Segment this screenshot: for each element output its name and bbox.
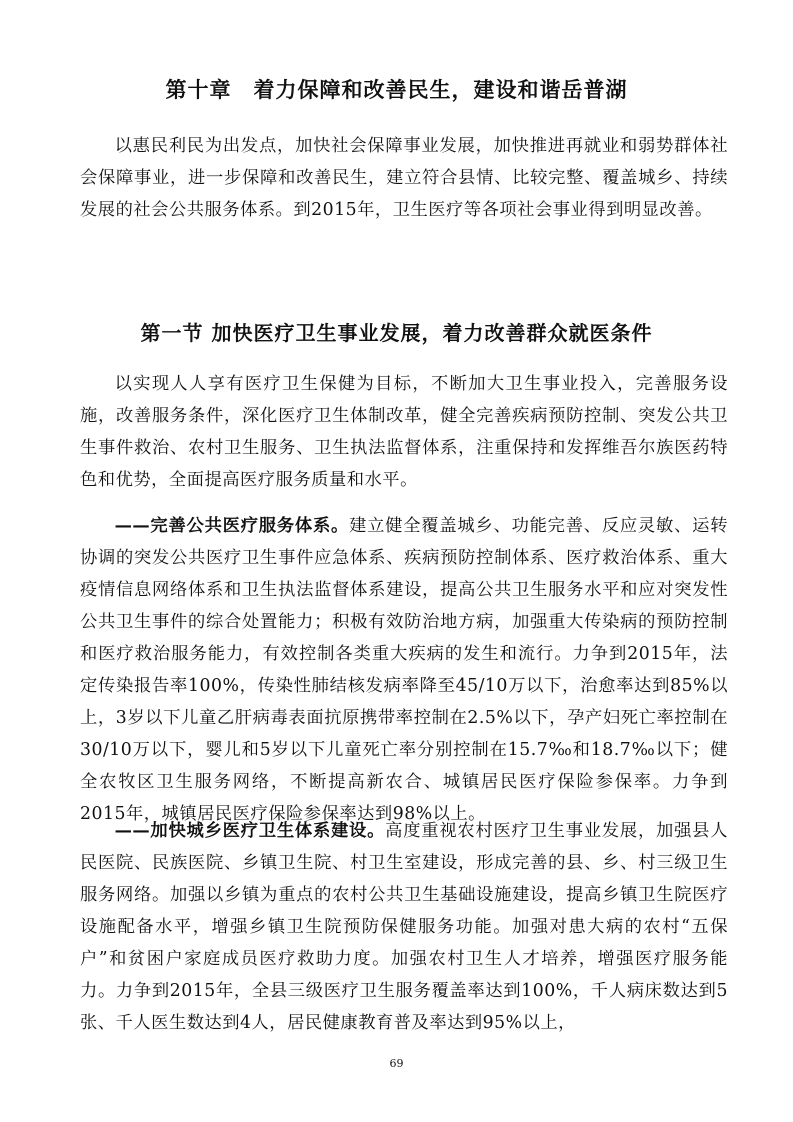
item-paragraph-urban-rural — [80, 815, 728, 1039]
chapter-intro-paragraph: 以惠民利民为出发点，加快社会保障事业发展，加快推进再就业和弱势群体社会保障事业，进一步保障和改善民生，建立符合县情、比较完整、覆盖城乡、持续发展的社会公共服务体系。到2015年，卫生医疗等各项社会事业得到明显改善。 — [80, 136, 728, 220]
item-paragraph-public-health — [80, 510, 728, 830]
chapter-title: 第十章 着力保障和改善民生，建设和谐岳普湖 — [165, 78, 628, 102]
section-intro-paragraph: 以实现人人享有医疗卫生保健为目标，不断加大卫生事业投入，完善服务设施，改善服务条件，深化医疗卫生体制改革，健全完善疾病预防控制、突发公共卫生事件救治、农村卫生服务、卫生执法监督体系，注重保持和发挥维吾尔族医药特色和优势，全面提高医疗服务质量和水平。 — [80, 374, 728, 490]
item-lead-public-health: ——完善公共医疗服务体系。 — [114, 516, 350, 536]
section-title: 第一节 加快医疗卫生事业发展，着力改善群众就医条件 — [140, 321, 653, 345]
page-number: 69 — [389, 1057, 404, 1070]
item-text-urban-rural: 高度重视农村医疗卫生事业发展，加强县人民医院、民族医院、乡镇卫生院、村卫生室建设，形成完善的县、乡、村三级卫生服务网络。加强以乡镇为重点的农村公共卫生基础设施建设，提高乡镇卫生院医疗设施配备水平，增强乡镇卫生院预防保健服务功能。加强对患大病的农村“五保户”和贫困户家庭成员医疗救助力度。加强农村卫生人才培养，增强医疗服务能力。力争到2015年，全县三级医疗卫生服务覆盖率达到100%，千人病床数达到5张、千人医生数达到4人，居民健康教育普及率达到95%以上， — [80, 821, 728, 1033]
item-lead-urban-rural: ——加快城乡医疗卫生体系建设。 — [114, 821, 386, 841]
item-text-public-health: 建立健全覆盖城乡、功能完善、反应灵敏、运转协调的突发公共医疗卫生事件应急体系、疾病预防控制体系、医疗救治体系、重大疫情信息网络体系和卫生执法监督体系建设，提高公共卫生服务水平和应对突发性公共卫生事件的综合处置能力；积极有效防治地方病，加强重大传染病的预防控制和医疗救治服务能力，有效控制各类重大疾病的发生和流行。力争到2015年，法定传染报告率100%，传染性肺结核发病率降至45/10万以下，治愈率达到85%以上，3岁以下儿童乙肝病毒表面抗原携带率控制在2.5%以下，孕产妇死亡率控制在30/10万以下，婴儿和5岁以下儿童死亡率分别控制在15.7‰和18.7‰以下；健全农牧区卫生服务网络，不断提高新农合、城镇居民医疗保险参保率。力争到2015年，城镇居民医疗保险参保率达到98%以上。 — [80, 516, 728, 824]
